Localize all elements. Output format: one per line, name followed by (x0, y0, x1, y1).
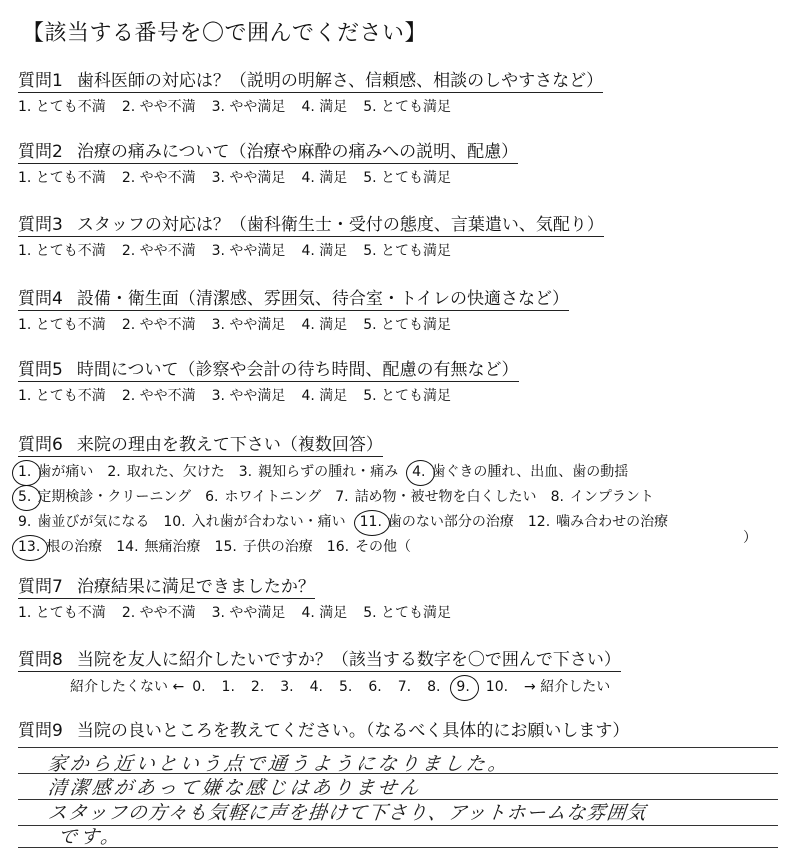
option[interactable] (116, 535, 200, 560)
question-number: 質問4 (18, 289, 63, 309)
question-number: 質問8 (18, 650, 63, 670)
option-label: 詰め物・被せ物を白くしたい (354, 489, 537, 505)
option-selected[interactable]: 3. やや満足 (211, 170, 286, 186)
option-label: ホワイトニング (224, 489, 322, 505)
scale-value[interactable] (192, 679, 205, 695)
question-text: 当院の良いところを教えてください。（なるべく具体的にお願いします） (76, 721, 630, 741)
option[interactable]: 1. とても不満 (18, 317, 106, 333)
question-6-heading (18, 430, 383, 457)
option[interactable]: 1. とても不満 (18, 99, 106, 115)
question-7 (18, 572, 788, 622)
option-number: 5. (18, 489, 32, 505)
question-number: 質問9 (18, 721, 63, 741)
question-8 (18, 645, 788, 696)
option[interactable] (107, 460, 224, 485)
question-text: 歯科医師の対応は？（説明の明解さ、信頼感、相談のしやすさなど） (76, 71, 604, 91)
question-text: 設備・衛生面（清潔感、雰囲気、待合室・トイレの快適さなど） (76, 289, 569, 309)
option-number: 15. (214, 539, 237, 555)
option-label: インプラント (569, 489, 654, 505)
option[interactable]: 5. とても満足 (363, 99, 452, 115)
option[interactable]: 1. とても不満 (18, 605, 106, 621)
option-number: 3. (238, 464, 253, 480)
option-number: 8. (550, 489, 564, 505)
answer-line (18, 747, 778, 748)
option[interactable] (528, 510, 668, 535)
option-selected[interactable] (412, 460, 628, 485)
option[interactable]: 4. 満足 (301, 317, 348, 333)
scale-number: 0. (192, 679, 206, 695)
question-5 (18, 355, 788, 405)
option-row (18, 535, 788, 560)
handwritten-line-3: スタッフの方々も気軽に声を掛けて下さり、アットホームな雰囲気 (46, 802, 648, 824)
scale-number: 9. (456, 679, 470, 695)
question-text: 当院を友人に紹介したいですか？（該当する数字を〇で囲んで下さい） (76, 650, 621, 670)
question-4-heading (18, 284, 569, 311)
option-label: 歯並びが気になる (37, 514, 150, 530)
option[interactable]: 3. やや満足 (211, 99, 286, 115)
scale-value[interactable] (251, 679, 264, 695)
scale-number: 6. (368, 679, 382, 695)
option-number: 1. (18, 464, 32, 480)
scale-number: 5. (338, 679, 353, 695)
question-7-heading (18, 572, 315, 599)
question-1-options (18, 96, 788, 116)
question-5-options (18, 385, 788, 405)
question-2-options (18, 167, 788, 187)
option[interactable] (205, 485, 321, 510)
question-6 (18, 430, 788, 560)
question-text: 時間について（診察や会計の待ち時間、配慮の有無など） (76, 360, 519, 380)
page-title: 【該当する番号を〇で囲んでください】 (22, 21, 428, 46)
question-1 (18, 66, 788, 116)
option-number: 16. (326, 539, 350, 555)
question-5-heading (18, 355, 519, 382)
free-answer-area[interactable] (18, 745, 778, 850)
option-number: 9. (18, 514, 32, 530)
option[interactable] (163, 510, 345, 535)
question-number: 質問3 (18, 215, 63, 235)
option-selected[interactable]: 4. 満足 (301, 243, 348, 259)
option-number: 13. (18, 539, 41, 555)
option[interactable]: 2. やや不満 (121, 317, 196, 333)
scale-value[interactable] (398, 679, 411, 695)
option-label: その他（ (355, 539, 412, 555)
scale-value[interactable] (368, 679, 381, 695)
option-label: 歯のない部分の治療 (387, 514, 514, 530)
answer-line (18, 847, 778, 848)
option-label: 歯ぐきの腫れ、出血、歯の動揺 (431, 464, 629, 480)
option-label: 根の治療 (46, 539, 103, 555)
scale-number: 2. (250, 679, 265, 695)
scale-value[interactable] (427, 679, 440, 695)
question-8-heading (18, 645, 621, 672)
scale-value[interactable] (486, 679, 508, 695)
option[interactable]: 5. とても満足 (363, 170, 452, 186)
option-number: 7. (335, 489, 349, 505)
option-selected[interactable] (18, 535, 102, 560)
option[interactable] (215, 535, 313, 560)
scale-number: 1. (221, 679, 235, 695)
scale-right-label: → 紹介したい (524, 679, 611, 695)
question-2-heading (18, 137, 518, 164)
option[interactable] (18, 510, 149, 535)
question-number: 質問7 (18, 577, 63, 597)
question-3-heading (18, 210, 604, 237)
option[interactable]: 2. やや不満 (121, 243, 196, 259)
question-text: 治療結果に満足できましたか？ (76, 577, 315, 597)
scale-number: 4. (309, 679, 323, 695)
option-row (18, 510, 788, 535)
option-selected[interactable] (18, 485, 191, 510)
scale-number: 7. (397, 679, 412, 695)
option-selected[interactable] (360, 510, 514, 535)
question-number: 質問5 (18, 360, 63, 380)
option-label: 歯が痛い (37, 464, 94, 480)
option-label: 定期検診・クリーニング (37, 489, 192, 505)
option-label: 噛み合わせの治療 (556, 514, 669, 530)
question-2 (18, 137, 788, 187)
scale-value[interactable] (310, 679, 323, 695)
option[interactable]: 2. やや不満 (121, 605, 196, 621)
option-number: 4. (412, 464, 426, 480)
option-number: 2. (107, 464, 121, 480)
option[interactable]: 3. やや満足 (211, 605, 286, 621)
question-number: 質問2 (18, 142, 63, 162)
handwritten-line-4: です。 (56, 826, 124, 848)
option[interactable] (327, 535, 411, 560)
question-9-heading (18, 716, 788, 741)
other-close-paren: ） (743, 530, 757, 546)
option[interactable]: 4. 満足 (301, 388, 348, 404)
question-9 (18, 716, 788, 741)
question-text: スタッフの対応は？（歯科衛生士・受付の態度、言葉遣い、気配り） (76, 215, 604, 235)
option[interactable]: 1. とても不満 (18, 243, 106, 259)
option-label: 子供の治療 (242, 539, 313, 555)
option[interactable]: 2. やや不満 (121, 170, 196, 186)
question-3 (18, 210, 788, 260)
option[interactable]: 5. とても満足 (363, 388, 452, 404)
scale-number: 10. (485, 679, 509, 695)
question-4-options (18, 314, 788, 334)
option[interactable]: 2. やや不満 (121, 388, 196, 404)
answer-line (18, 825, 778, 826)
option-number: 6. (205, 489, 219, 505)
option-row (18, 485, 788, 510)
handwritten-line-2: 清潔感があって嫌な感じはありません (46, 777, 423, 799)
question-6-options (18, 460, 788, 560)
question-number: 質問1 (18, 71, 63, 91)
option-selected[interactable]: 5. とても満足 (363, 317, 452, 333)
question-4 (18, 284, 788, 334)
option-label: 無痛治療 (144, 539, 201, 555)
option[interactable]: 3. やや満足 (211, 243, 286, 259)
question-3-options (18, 240, 788, 260)
question-text: 治療の痛みについて（治療や麻酔の痛みへの説明、配慮） (76, 142, 519, 162)
scale-left-label: 紹介したくない ← (70, 679, 185, 695)
option-number: 12. (527, 514, 551, 530)
option-selected[interactable]: 4. 満足 (301, 99, 348, 115)
scale-value[interactable] (280, 679, 293, 695)
option[interactable]: 1. とても不満 (18, 388, 106, 404)
option[interactable]: 5. とても満足 (363, 605, 452, 621)
handwritten-line-1: 家から近いという点で通うようになりました。 (46, 753, 512, 775)
option[interactable]: 2. やや不満 (121, 99, 196, 115)
option[interactable] (239, 460, 398, 485)
option[interactable] (335, 485, 536, 510)
option-selected[interactable] (18, 460, 93, 485)
question-number: 質問6 (18, 435, 63, 455)
option-number: 10. (163, 514, 186, 530)
question-text: 来院の理由を教えて下さい（複数回答） (76, 435, 383, 455)
option[interactable]: 3. やや満足 (211, 317, 286, 333)
option[interactable]: 5. とても満足 (363, 243, 452, 259)
scale-value[interactable] (339, 679, 352, 695)
question-1-heading (18, 66, 603, 93)
scale-number: 8. (427, 679, 441, 695)
scale-value-selected[interactable] (456, 679, 469, 695)
option-label: 取れた、欠けた (126, 464, 225, 480)
scale-number: 3. (280, 679, 294, 695)
recommend-scale (70, 676, 788, 696)
option-number: 14. (116, 539, 139, 555)
option[interactable]: 1. とても不満 (18, 170, 106, 186)
option-number: 11. (359, 514, 382, 530)
scale-value[interactable] (222, 679, 235, 695)
option-selected[interactable]: 4. 満足 (301, 605, 348, 621)
option-label: 親知らずの腫れ・痛み (258, 464, 399, 480)
option-label: 入れ歯が合わない・痛い (191, 514, 346, 530)
option-row (18, 460, 788, 485)
option-selected[interactable]: 3. やや満足 (211, 388, 286, 404)
question-7-options (18, 602, 788, 622)
option[interactable]: 4. 満足 (301, 170, 348, 186)
option[interactable] (551, 485, 654, 510)
